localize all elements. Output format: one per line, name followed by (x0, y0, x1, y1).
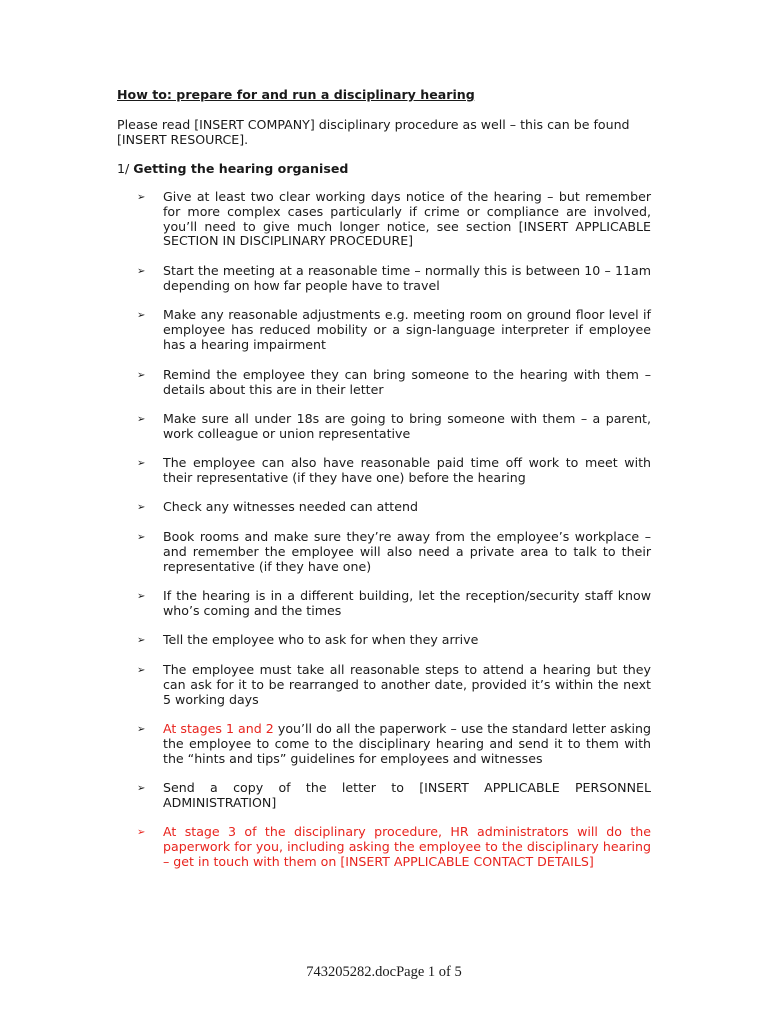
list-item-text: At stage 3 of the disciplinary procedure, HR administrators will do the paperwork for you, including asking the employee to the disciplinary hearing – get in touch with them on [INSERT APPLICABLE CONTACT DETAILS] (163, 824, 651, 869)
highlighted-text: At stages 1 and 2 (163, 721, 274, 736)
arrow-bullet-icon: ➢ (137, 192, 146, 203)
arrow-bullet-icon: ➢ (137, 783, 146, 794)
section-heading (117, 161, 348, 176)
section-title: Getting the hearing organised (133, 161, 349, 176)
list-item-text: Tell the employee who to ask for when they arrive (163, 632, 479, 647)
intro-paragraph: Please read [INSERT COMPANY] disciplinary procedure as well – this can be found [INSERT RESOURCE]. (117, 117, 630, 147)
arrow-bullet-icon: ➢ (137, 458, 146, 469)
list-item-text (163, 722, 651, 766)
arrow-bullet-icon: ➢ (137, 532, 146, 543)
arrow-bullet-icon: ➢ (137, 502, 146, 513)
list-item-text: Check any witnesses needed can attend (163, 499, 418, 514)
list-item-text: Make sure all under 18s are going to bring someone with them – a parent, work colleague or union representative (163, 411, 651, 441)
list-item-text: The employee can also have reasonable paid time off work to meet with their representative (if they have one) before the hearing (163, 455, 651, 485)
arrow-bullet-icon: ➢ (137, 310, 146, 321)
list-item-text: If the hearing is in a different building, let the reception/security staff know who’s coming and the times (163, 588, 651, 618)
arrow-bullet-icon: ➢ (137, 724, 146, 735)
arrow-bullet-icon: ➢ (137, 414, 146, 425)
list-item-rest: you’ll do all the paperwork – use the standard letter asking the employee to come to the disciplinary hearing and send it to them with the “hints and tips” guidelines for employees and witnesses (163, 721, 651, 766)
list-item-text: Book rooms and make sure they’re away from the employee’s workplace – and remember the employee will also need a private area to talk to their representative (if they have one) (163, 529, 651, 574)
arrow-bullet-icon: ➢ (137, 591, 146, 602)
section-number: 1/ (117, 161, 134, 176)
list-item-text: Start the meeting at a reasonable time – normally this is between 10 – 11am depending on how far people have to travel (163, 263, 651, 293)
page-footer: 743205282.docPage 1 of 5 (306, 964, 462, 980)
arrow-bullet-icon: ➢ (137, 266, 146, 277)
list-item-text: Remind the employee they can bring someone to the hearing with them – details about this are in their letter (163, 367, 651, 397)
arrow-bullet-icon: ➢ (137, 635, 146, 646)
arrow-bullet-icon: ➢ (137, 827, 146, 838)
arrow-bullet-icon: ➢ (137, 665, 146, 676)
page-title: How to: prepare for and run a disciplinary hearing (117, 87, 475, 102)
list-item-text: Make any reasonable adjustments e.g. meeting room on ground floor level if employee has reduced mobility or a sign-language interpreter if employee has a hearing impairment (163, 307, 651, 352)
list-item-text: Send a copy of the letter to [INSERT APPLICABLE PERSONNEL ADMINISTRATION] (163, 780, 651, 810)
list-item-text: The employee must take all reasonable steps to attend a hearing but they can ask for it to be rearranged to another date, provided it’s within the next 5 working days (163, 662, 651, 707)
list-item-text: Give at least two clear working days notice of the hearing – but remember for more complex cases particularly if crime or compliance are involved, you’ll need to give much longer notice, see section [INSERT APPLICABLE SECTION IN DISCIPLINARY PROCEDURE] (163, 189, 651, 249)
arrow-bullet-icon: ➢ (137, 370, 146, 381)
